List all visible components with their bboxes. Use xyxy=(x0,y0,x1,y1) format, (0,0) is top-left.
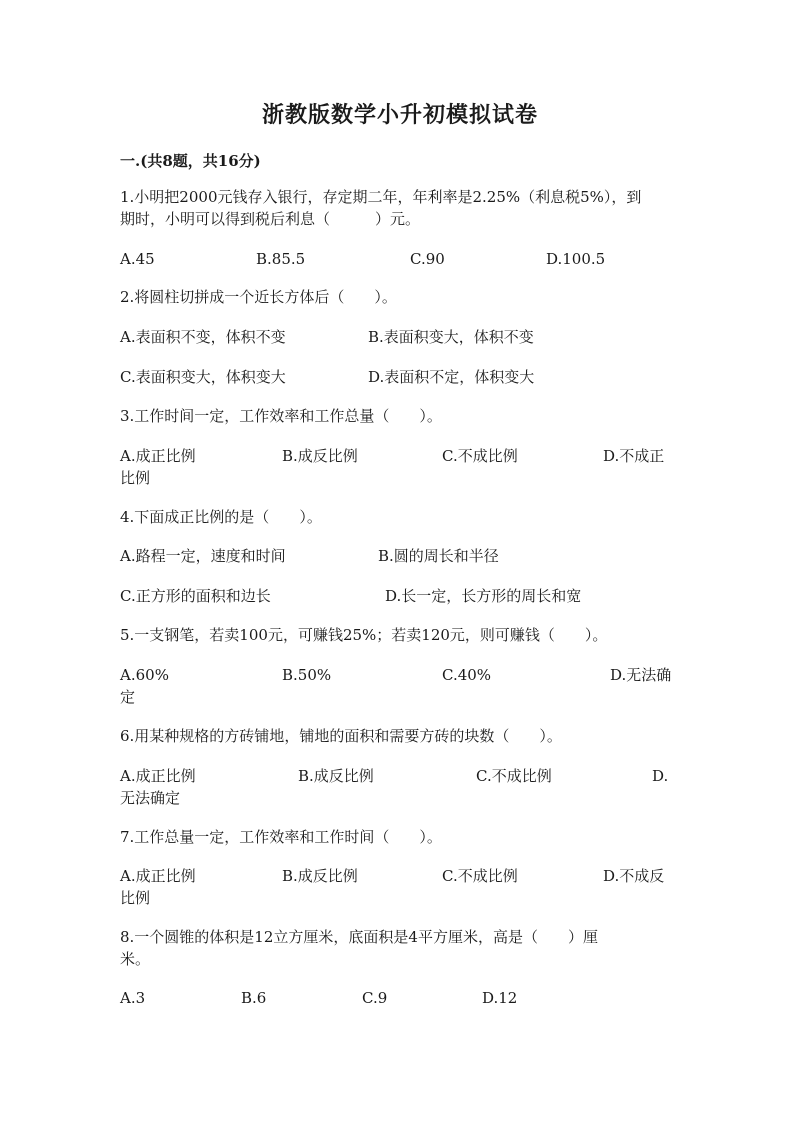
question-2: 2.将圆柱切拼成一个近长方体后（ ）。 xyxy=(120,288,397,306)
page-title: 浙教版数学小升初模拟试卷 xyxy=(261,102,538,128)
question-4: 4.下面成正比例的是（ ）。 xyxy=(120,508,322,526)
section-heading: 一.(共8题，共16分) xyxy=(120,152,261,170)
question-8-line-2: 米。 xyxy=(120,950,151,968)
q7-option-d: D.不成反 xyxy=(603,867,665,885)
question-1-line-1: 1.小明把2000元钱存入银行，存定期二年，年利率是2.25%（利息税5%），到 xyxy=(120,188,642,206)
q4-option-b: B.圆的周长和半径 xyxy=(378,547,499,565)
q5-option-c: C.40% xyxy=(442,666,492,684)
q8-option-d: D.12 xyxy=(482,989,518,1007)
question-7: 7.工作总量一定，工作效率和工作时间（ ）。 xyxy=(120,828,442,846)
question-8-line-1: 8.一个圆锥的体积是12立方厘米，底面积是4平方厘米，高是（ ）厘 xyxy=(120,928,598,946)
q7-option-a: A.成正比例 xyxy=(120,867,196,885)
q8-option-b: B.6 xyxy=(241,989,267,1007)
q5-option-b: B.50% xyxy=(282,666,332,684)
q6-option-a: A.成正比例 xyxy=(120,767,196,785)
q8-option-a: A.3 xyxy=(120,989,146,1007)
q6-option-b: B.成反比例 xyxy=(298,767,374,785)
q2-option-d: D.表面积不定，体积变大 xyxy=(368,368,535,386)
q3-option-d-continued: 比例 xyxy=(120,469,151,487)
q2-option-a: A.表面积不变，体积不变 xyxy=(120,328,286,346)
q1-option-a: A.45 xyxy=(120,250,155,268)
q4-option-a: A.路程一定，速度和时间 xyxy=(120,547,286,565)
question-8 xyxy=(120,926,685,970)
q5-option-d-continued: 定 xyxy=(120,688,136,706)
q4-option-c: C.正方形的面积和边长 xyxy=(120,587,271,605)
q7-option-b: B.成反比例 xyxy=(282,867,358,885)
q3-option-c: C.不成比例 xyxy=(442,447,518,465)
q2-option-c: C.表面积变大，体积变大 xyxy=(120,368,286,386)
q3-option-a: A.成正比例 xyxy=(120,447,196,465)
q1-option-c: C.90 xyxy=(410,250,445,268)
q2-option-b: B.表面积变大，体积不变 xyxy=(368,328,534,346)
q7-option-d-continued: 比例 xyxy=(120,889,151,907)
q3-option-d: D.不成正 xyxy=(603,447,665,465)
q1-option-d: D.100.5 xyxy=(546,250,606,268)
q5-option-d: D.无法确 xyxy=(610,666,672,684)
q8-option-c: C.9 xyxy=(362,989,388,1007)
q1-option-b: B.85.5 xyxy=(256,250,306,268)
question-1-line-2: 期时，小明可以得到税后利息（ ）元。 xyxy=(120,210,421,228)
q3-option-b: B.成反比例 xyxy=(282,447,358,465)
question-3: 3.工作时间一定，工作效率和工作总量（ ）。 xyxy=(120,407,442,425)
q5-option-a: A.60% xyxy=(120,666,169,684)
q6-option-d: D. xyxy=(652,767,669,785)
question-5: 5.一支钢笔，若卖100元，可赚钱25%；若卖120元，则可赚钱（ ）。 xyxy=(120,626,608,644)
q7-option-c: C.不成比例 xyxy=(442,867,518,885)
q6-option-d-continued: 无法确定 xyxy=(120,789,181,807)
question-6: 6.用某种规格的方砖铺地，铺地的面积和需要方砖的块数（ ）。 xyxy=(120,727,562,745)
question-1 xyxy=(120,186,685,230)
q6-option-c: C.不成比例 xyxy=(476,767,552,785)
q4-option-d: D.长一定，长方形的周长和宽 xyxy=(385,587,582,605)
